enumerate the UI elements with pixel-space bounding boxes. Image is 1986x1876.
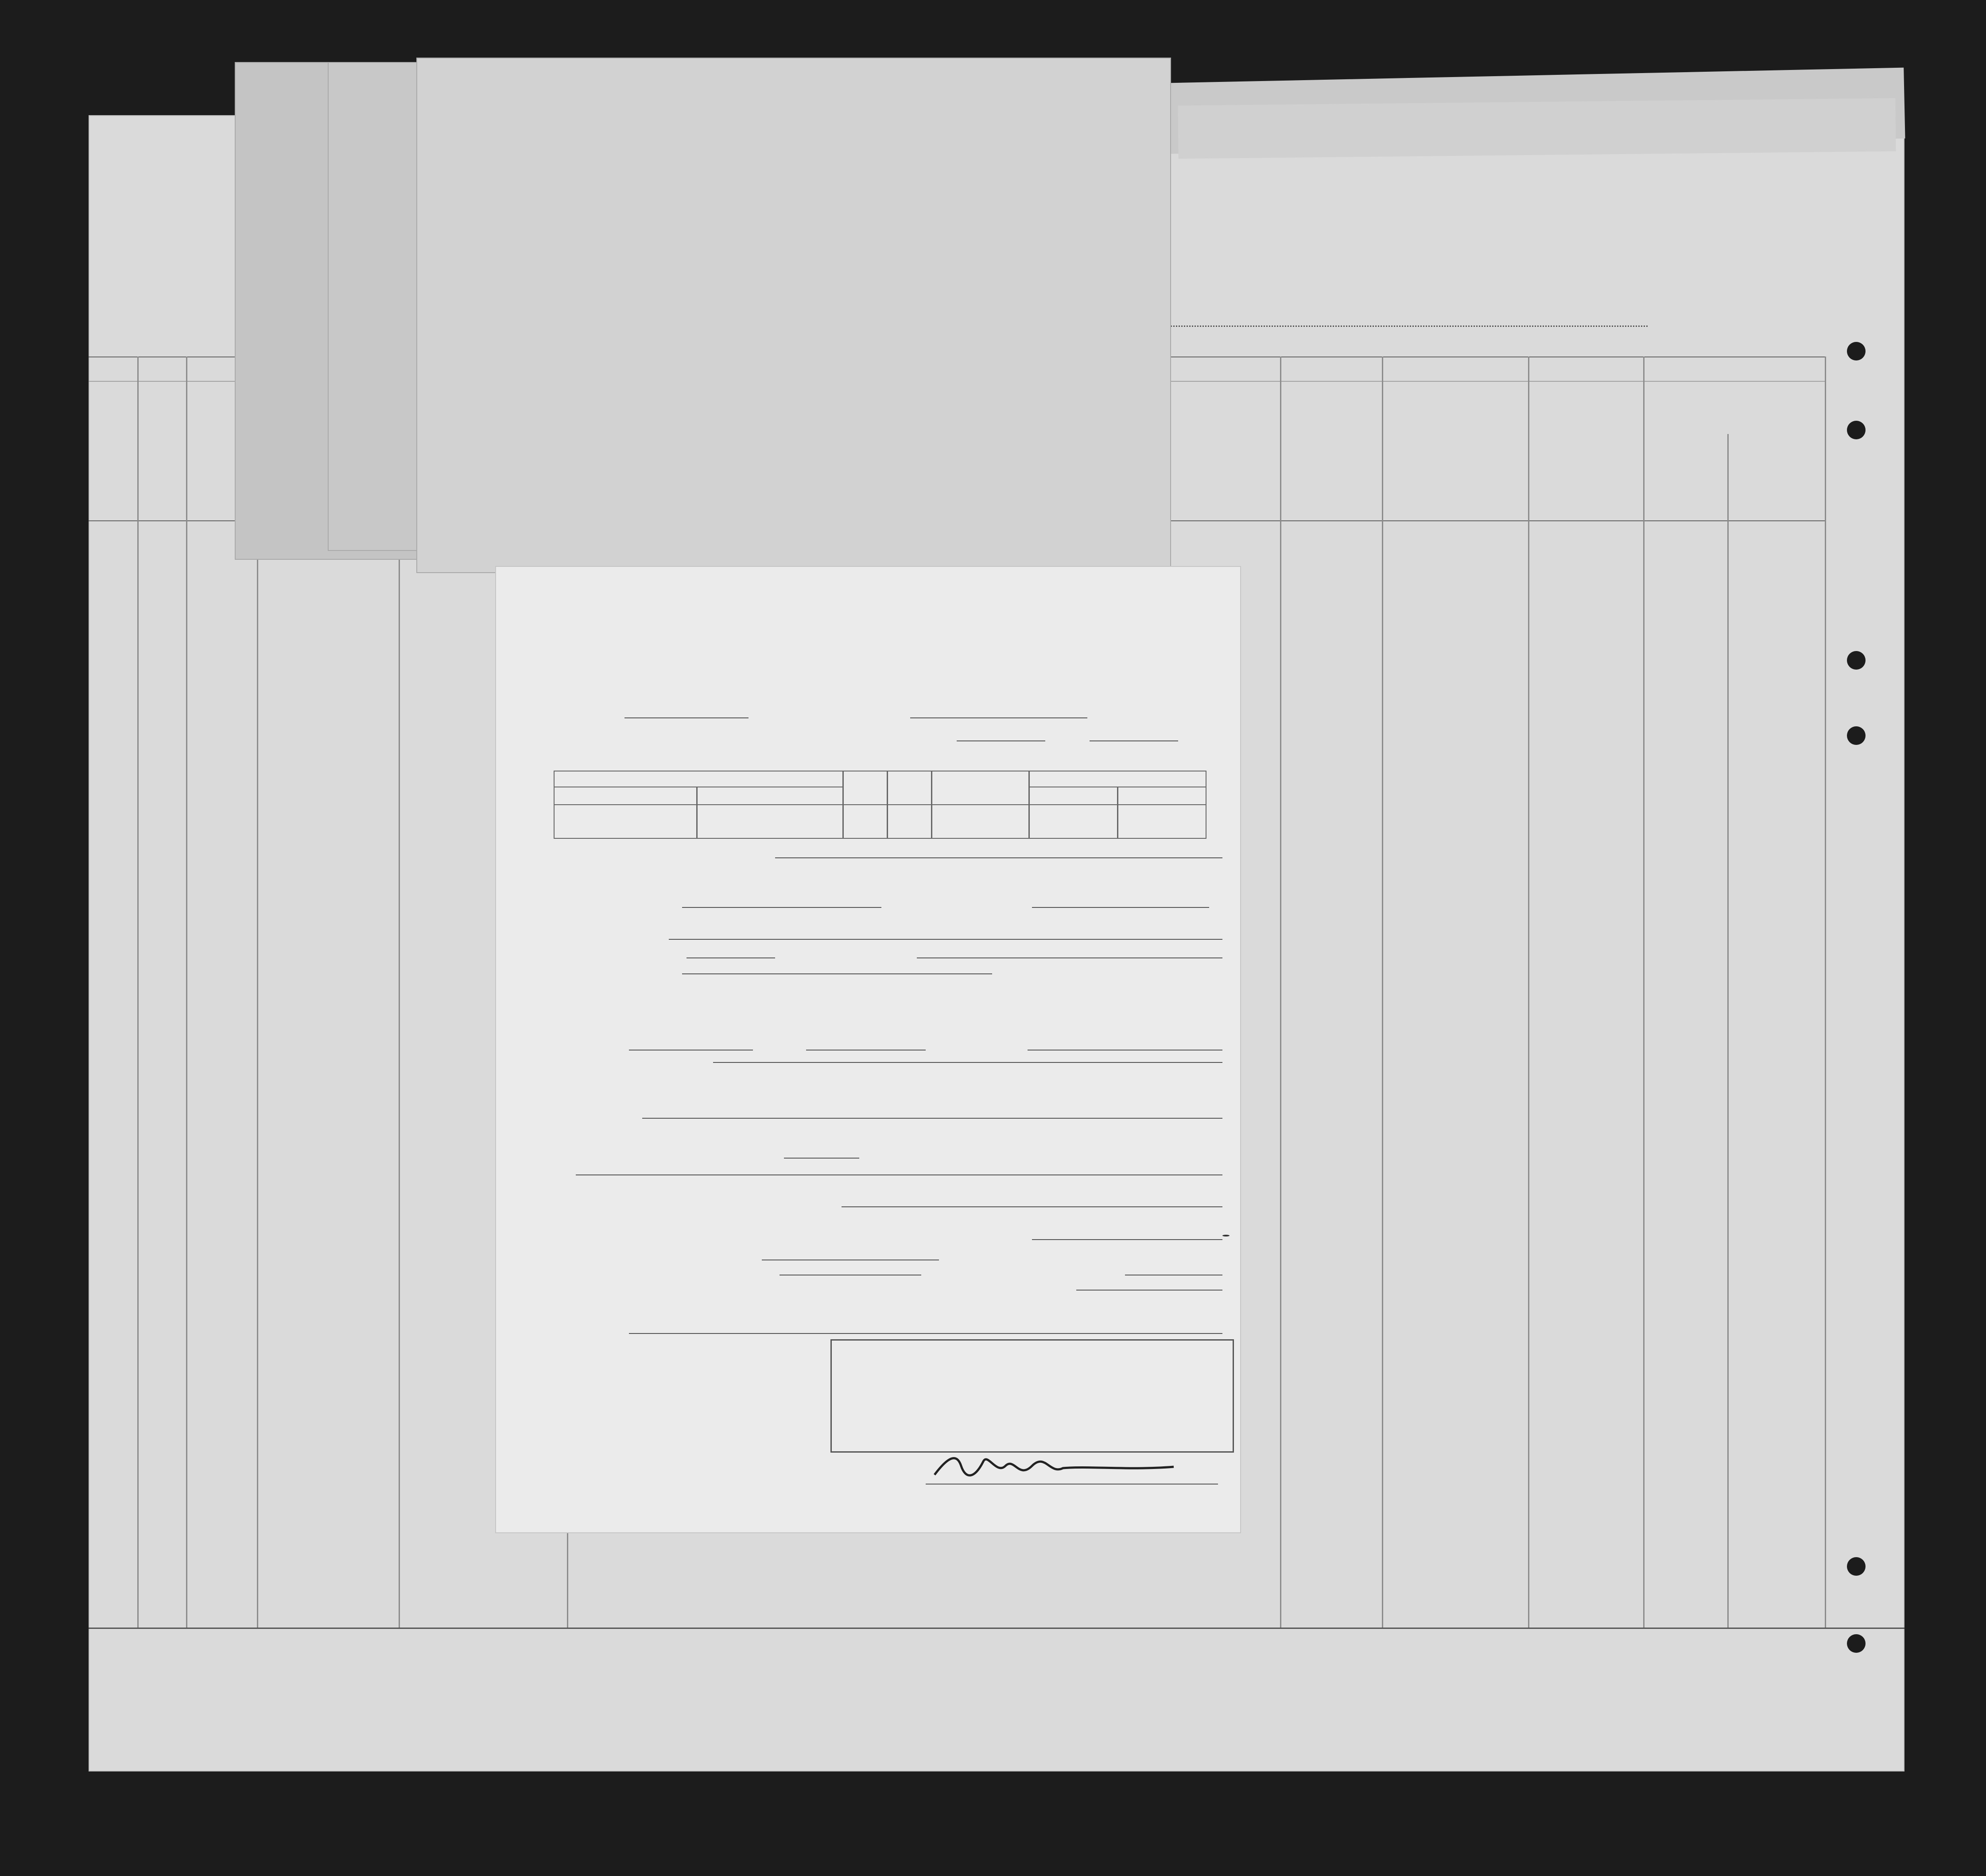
binder-hole (1847, 651, 1866, 670)
footer-rule (89, 1628, 1905, 1629)
occupation-line (917, 957, 1222, 958)
grid-line (1528, 357, 1529, 1628)
binder-hole (1847, 421, 1866, 439)
dest-line (775, 857, 1222, 858)
arriving-line (957, 740, 1045, 741)
binder-hole (1847, 1557, 1866, 1576)
grid-line (137, 357, 139, 1628)
binder-hole (1847, 1634, 1866, 1653)
before-line (842, 1206, 1222, 1207)
officer-box (830, 1339, 1234, 1453)
grid-line (1643, 357, 1645, 1628)
table-col (696, 787, 698, 838)
grid-line (186, 357, 187, 1628)
grid-line (1825, 357, 1826, 1628)
stacked-page (1178, 98, 1896, 159)
grid-line (1382, 357, 1383, 1628)
binder-hole (1847, 342, 1866, 360)
table-rule (555, 804, 1206, 805)
passenger-table (554, 771, 1206, 839)
grid-line (1727, 434, 1729, 1628)
race-line (1032, 907, 1209, 908)
departing-line (910, 717, 1087, 718)
read-line (682, 973, 992, 974)
binder-hole (1847, 726, 1866, 745)
join-line (576, 1174, 1222, 1175)
table-col (931, 771, 932, 838)
slip-left-names (239, 283, 328, 531)
inspector-line (926, 1484, 1218, 1485)
citizen-slip (416, 58, 1171, 573)
date2-line (1090, 740, 1178, 741)
inspector-signature (930, 1448, 1178, 1484)
excluded-line (629, 1333, 1222, 1334)
stay-circle (1222, 1235, 1230, 1236)
date-line (1160, 326, 1648, 327)
grid-line (1280, 357, 1281, 1628)
table-col (887, 771, 888, 838)
birth-line (682, 907, 881, 908)
residence-line (713, 1062, 1222, 1063)
grid-line (399, 523, 400, 1628)
q11-line (784, 1158, 859, 1159)
when-line (1032, 1239, 1222, 1240)
information-sheet (495, 566, 1241, 1533)
marital-line (687, 957, 775, 958)
table-col (1028, 771, 1030, 838)
table-col (842, 771, 844, 838)
prison-line (1076, 1290, 1222, 1291)
aircraft-line (625, 717, 749, 718)
q5-line (669, 939, 1222, 940)
final-line (642, 1118, 1222, 1119)
footer-dots (381, 1667, 434, 1712)
table-col (1117, 787, 1118, 838)
